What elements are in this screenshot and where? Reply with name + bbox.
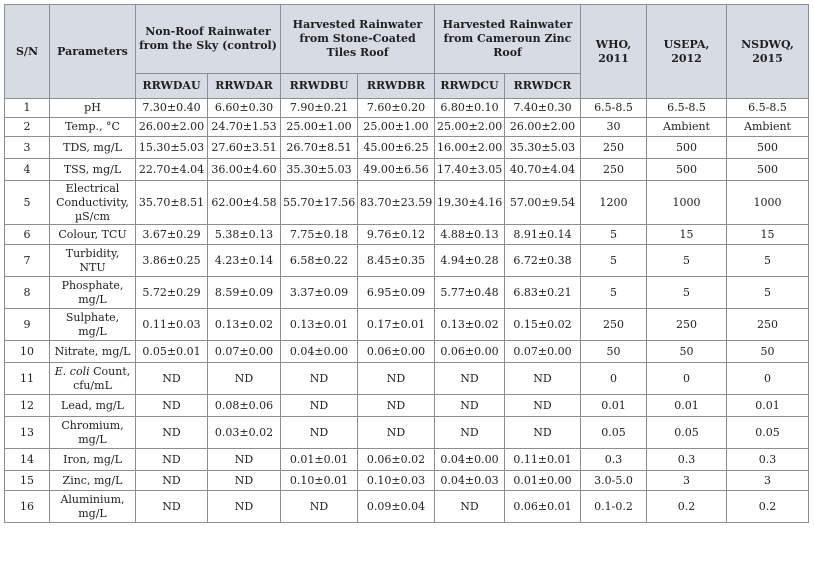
measurement-cell: 6.83±0.21 bbox=[505, 277, 581, 309]
row-parameter: TDS, mg/L bbox=[50, 137, 136, 159]
header-group-stone-coated: Harvested Rainwater from Stone-Coated Tiles Roof bbox=[281, 5, 435, 74]
measurement-cell: 7.40±0.30 bbox=[505, 99, 581, 118]
standard-cell: 0.01 bbox=[727, 395, 809, 417]
standard-cell: 0.05 bbox=[647, 417, 727, 449]
measurement-cell: 0.01±0.00 bbox=[505, 471, 581, 491]
table-row bbox=[5, 491, 809, 523]
standard-cell: 1000 bbox=[727, 181, 809, 225]
header-standard-usepa: USEPA, 2012 bbox=[647, 5, 727, 99]
measurement-cell: 7.60±0.20 bbox=[358, 99, 435, 118]
row-sn: 4 bbox=[5, 159, 50, 181]
measurement-cell: 8.59±0.09 bbox=[208, 277, 281, 309]
row-sn: 16 bbox=[5, 491, 50, 523]
measurement-cell: 7.30±0.40 bbox=[136, 99, 208, 118]
measurement-cell: ND bbox=[136, 491, 208, 523]
standard-cell: Ambient bbox=[647, 118, 727, 137]
measurement-cell: 35.30±5.03 bbox=[281, 159, 358, 181]
row-parameter: Nitrate, mg/L bbox=[50, 341, 136, 363]
standard-cell: 0.2 bbox=[647, 491, 727, 523]
standard-cell: 0.05 bbox=[727, 417, 809, 449]
subcol-header: RRWDAU bbox=[136, 74, 208, 99]
row-parameter: Temp., °C bbox=[50, 118, 136, 137]
row-sn: 5 bbox=[5, 181, 50, 225]
subcol-header: RRWDCR bbox=[505, 74, 581, 99]
measurement-cell: 35.70±8.51 bbox=[136, 181, 208, 225]
measurement-cell: 0.13±0.01 bbox=[281, 309, 358, 341]
row-parameter: Iron, mg/L bbox=[50, 449, 136, 471]
measurement-cell: 6.60±0.30 bbox=[208, 99, 281, 118]
water-quality-table bbox=[4, 4, 809, 523]
row-sn: 12 bbox=[5, 395, 50, 417]
measurement-cell: 3.37±0.09 bbox=[281, 277, 358, 309]
standard-cell: 0 bbox=[727, 363, 809, 395]
measurement-cell: ND bbox=[208, 471, 281, 491]
standard-cell: 5 bbox=[581, 277, 647, 309]
standard-cell: 500 bbox=[727, 159, 809, 181]
measurement-cell: 0.04±0.00 bbox=[435, 449, 505, 471]
standard-cell: 5 bbox=[727, 245, 809, 277]
measurement-cell: 15.30±5.03 bbox=[136, 137, 208, 159]
measurement-cell: 62.00±4.58 bbox=[208, 181, 281, 225]
measurement-cell: 0.04±0.03 bbox=[435, 471, 505, 491]
measurement-cell: 0.07±0.00 bbox=[208, 341, 281, 363]
measurement-cell: 0.13±0.02 bbox=[435, 309, 505, 341]
measurement-cell: 0.06±0.00 bbox=[358, 341, 435, 363]
standard-cell: Ambient bbox=[727, 118, 809, 137]
measurement-cell: 7.90±0.21 bbox=[281, 99, 358, 118]
measurement-cell: 83.70±23.59 bbox=[358, 181, 435, 225]
header-sn: S/N bbox=[5, 5, 50, 99]
standard-cell: 1000 bbox=[647, 181, 727, 225]
measurement-cell: ND bbox=[435, 363, 505, 395]
subcol-header: RRWDBU bbox=[281, 74, 358, 99]
standard-cell: 500 bbox=[647, 159, 727, 181]
table-row bbox=[5, 309, 809, 341]
standard-cell: 3 bbox=[647, 471, 727, 491]
row-sn: 3 bbox=[5, 137, 50, 159]
table-row bbox=[5, 245, 809, 277]
standard-cell: 50 bbox=[581, 341, 647, 363]
row-parameter: TSS, mg/L bbox=[50, 159, 136, 181]
measurement-cell: 0.09±0.04 bbox=[358, 491, 435, 523]
row-sn: 15 bbox=[5, 471, 50, 491]
measurement-cell: ND bbox=[281, 417, 358, 449]
measurement-cell: 0.04±0.00 bbox=[281, 341, 358, 363]
standard-cell: 5 bbox=[581, 245, 647, 277]
standard-cell: 0.2 bbox=[727, 491, 809, 523]
measurement-cell: ND bbox=[435, 395, 505, 417]
row-parameter: Sulphate, mg/L bbox=[50, 309, 136, 341]
table-body bbox=[5, 99, 809, 523]
table-row bbox=[5, 341, 809, 363]
table-row bbox=[5, 137, 809, 159]
standard-cell: 250 bbox=[727, 309, 809, 341]
row-sn: 2 bbox=[5, 118, 50, 137]
table-row bbox=[5, 225, 809, 245]
measurement-cell: 17.40±3.05 bbox=[435, 159, 505, 181]
row-parameter: Turbidity, NTU bbox=[50, 245, 136, 277]
standard-cell: 30 bbox=[581, 118, 647, 137]
measurement-cell: ND bbox=[136, 471, 208, 491]
standard-cell: 0.05 bbox=[581, 417, 647, 449]
measurement-cell: 4.88±0.13 bbox=[435, 225, 505, 245]
standard-cell: 500 bbox=[647, 137, 727, 159]
measurement-cell: ND bbox=[208, 449, 281, 471]
parameter-italic: E. coli bbox=[54, 364, 90, 378]
measurement-cell: ND bbox=[358, 395, 435, 417]
standard-cell: 3.0-5.0 bbox=[581, 471, 647, 491]
measurement-cell: 0.13±0.02 bbox=[208, 309, 281, 341]
table-row bbox=[5, 363, 809, 395]
measurement-cell: 0.07±0.00 bbox=[505, 341, 581, 363]
standard-cell: 0.1-0.2 bbox=[581, 491, 647, 523]
measurement-cell: ND bbox=[435, 491, 505, 523]
measurement-cell: 0.06±0.02 bbox=[358, 449, 435, 471]
measurement-cell: 25.00±1.00 bbox=[358, 118, 435, 137]
header-group-zinc: Harvested Rainwater from Cameroun Zinc Roof bbox=[435, 5, 581, 74]
row-parameter: Phosphate, mg/L bbox=[50, 277, 136, 309]
measurement-cell: 25.00±2.00 bbox=[435, 118, 505, 137]
row-parameter: Aluminium, mg/L bbox=[50, 491, 136, 523]
standard-cell: 0.01 bbox=[647, 395, 727, 417]
standard-cell: 3 bbox=[727, 471, 809, 491]
standard-cell: 0.3 bbox=[581, 449, 647, 471]
row-parameter: pH bbox=[50, 99, 136, 118]
standard-cell: 5 bbox=[727, 277, 809, 309]
measurement-cell: 8.91±0.14 bbox=[505, 225, 581, 245]
measurement-cell: 26.00±2.00 bbox=[505, 118, 581, 137]
measurement-cell: ND bbox=[358, 363, 435, 395]
measurement-cell: 24.70±1.53 bbox=[208, 118, 281, 137]
standard-cell: 50 bbox=[727, 341, 809, 363]
measurement-cell: 26.70±8.51 bbox=[281, 137, 358, 159]
measurement-cell: ND bbox=[505, 363, 581, 395]
measurement-cell: 0.05±0.01 bbox=[136, 341, 208, 363]
measurement-cell: 5.38±0.13 bbox=[208, 225, 281, 245]
measurement-cell: ND bbox=[136, 417, 208, 449]
table-row bbox=[5, 118, 809, 137]
standard-cell: 500 bbox=[727, 137, 809, 159]
measurement-cell: 49.00±6.56 bbox=[358, 159, 435, 181]
measurement-cell: 0.03±0.02 bbox=[208, 417, 281, 449]
measurement-cell: 3.67±0.29 bbox=[136, 225, 208, 245]
table-row bbox=[5, 181, 809, 225]
measurement-cell: 5.72±0.29 bbox=[136, 277, 208, 309]
measurement-cell: 40.70±4.04 bbox=[505, 159, 581, 181]
measurement-cell: 27.60±3.51 bbox=[208, 137, 281, 159]
measurement-cell: 36.00±4.60 bbox=[208, 159, 281, 181]
row-sn: 6 bbox=[5, 225, 50, 245]
standard-cell: 0 bbox=[581, 363, 647, 395]
measurement-cell: 7.75±0.18 bbox=[281, 225, 358, 245]
measurement-cell: ND bbox=[136, 363, 208, 395]
measurement-cell: 8.45±0.35 bbox=[358, 245, 435, 277]
measurement-cell: 0.06±0.01 bbox=[505, 491, 581, 523]
standard-cell: 0 bbox=[647, 363, 727, 395]
standard-cell: 250 bbox=[647, 309, 727, 341]
row-sn: 11 bbox=[5, 363, 50, 395]
standard-cell: 250 bbox=[581, 309, 647, 341]
row-sn: 10 bbox=[5, 341, 50, 363]
table-row bbox=[5, 471, 809, 491]
measurement-cell: 55.70±17.56 bbox=[281, 181, 358, 225]
measurement-cell: ND bbox=[281, 363, 358, 395]
measurement-cell: ND bbox=[505, 417, 581, 449]
header-group-control: Non-Roof Rainwater from the Sky (control) bbox=[136, 5, 281, 74]
measurement-cell: 0.08±0.06 bbox=[208, 395, 281, 417]
measurement-cell: ND bbox=[136, 449, 208, 471]
measurement-cell: 6.72±0.38 bbox=[505, 245, 581, 277]
row-sn: 7 bbox=[5, 245, 50, 277]
measurement-cell: ND bbox=[281, 491, 358, 523]
measurement-cell: 0.11±0.01 bbox=[505, 449, 581, 471]
subcol-header: RRWDAR bbox=[208, 74, 281, 99]
standard-cell: 5 bbox=[647, 245, 727, 277]
header-row-groups bbox=[5, 5, 809, 74]
row-sn: 13 bbox=[5, 417, 50, 449]
standard-cell: 5 bbox=[581, 225, 647, 245]
row-parameter: Colour, TCU bbox=[50, 225, 136, 245]
header-standard-nsdwq: NSDWQ, 2015 bbox=[727, 5, 809, 99]
row-sn: 14 bbox=[5, 449, 50, 471]
standard-cell: 15 bbox=[727, 225, 809, 245]
subcol-header: RRWDBR bbox=[358, 74, 435, 99]
measurement-cell: 0.11±0.03 bbox=[136, 309, 208, 341]
row-parameter: Zinc, mg/L bbox=[50, 471, 136, 491]
row-parameter: Lead, mg/L bbox=[50, 395, 136, 417]
table-container bbox=[4, 4, 809, 523]
measurement-cell: 25.00±1.00 bbox=[281, 118, 358, 137]
measurement-cell: 26.00±2.00 bbox=[136, 118, 208, 137]
measurement-cell: 3.86±0.25 bbox=[136, 245, 208, 277]
measurement-cell: 45.00±6.25 bbox=[358, 137, 435, 159]
standard-cell: 6.5-8.5 bbox=[581, 99, 647, 118]
standard-cell: 6.5-8.5 bbox=[727, 99, 809, 118]
measurement-cell: 6.95±0.09 bbox=[358, 277, 435, 309]
measurement-cell: 0.15±0.02 bbox=[505, 309, 581, 341]
measurement-cell: 35.30±5.03 bbox=[505, 137, 581, 159]
measurement-cell: ND bbox=[208, 491, 281, 523]
measurement-cell: 4.23±0.14 bbox=[208, 245, 281, 277]
standard-cell: 0.01 bbox=[581, 395, 647, 417]
measurement-cell: 6.58±0.22 bbox=[281, 245, 358, 277]
measurement-cell: ND bbox=[136, 395, 208, 417]
standard-cell: 6.5-8.5 bbox=[647, 99, 727, 118]
measurement-cell: 0.17±0.01 bbox=[358, 309, 435, 341]
table-row bbox=[5, 277, 809, 309]
measurement-cell: ND bbox=[435, 417, 505, 449]
measurement-cell: ND bbox=[505, 395, 581, 417]
measurement-cell: 16.00±2.00 bbox=[435, 137, 505, 159]
table-row bbox=[5, 417, 809, 449]
measurement-cell: ND bbox=[208, 363, 281, 395]
measurement-cell: 0.06±0.00 bbox=[435, 341, 505, 363]
row-parameter: Chromium, mg/L bbox=[50, 417, 136, 449]
measurement-cell: 9.76±0.12 bbox=[358, 225, 435, 245]
row-sn: 1 bbox=[5, 99, 50, 118]
measurement-cell: 57.00±9.54 bbox=[505, 181, 581, 225]
standard-cell: 15 bbox=[647, 225, 727, 245]
row-sn: 9 bbox=[5, 309, 50, 341]
table-row bbox=[5, 449, 809, 471]
standard-cell: 0.3 bbox=[727, 449, 809, 471]
table-row bbox=[5, 395, 809, 417]
measurement-cell: ND bbox=[281, 395, 358, 417]
row-parameter: Electrical Conductivity, µS/cm bbox=[50, 181, 136, 225]
table-row bbox=[5, 99, 809, 118]
header-parameters: Parameters bbox=[50, 5, 136, 99]
measurement-cell: 4.94±0.28 bbox=[435, 245, 505, 277]
standard-cell: 250 bbox=[581, 137, 647, 159]
measurement-cell: 0.01±0.01 bbox=[281, 449, 358, 471]
row-parameter bbox=[50, 363, 136, 395]
measurement-cell: 0.10±0.01 bbox=[281, 471, 358, 491]
row-sn: 8 bbox=[5, 277, 50, 309]
header-standard-who: WHO, 2011 bbox=[581, 5, 647, 99]
measurement-cell: 0.10±0.03 bbox=[358, 471, 435, 491]
standard-cell: 250 bbox=[581, 159, 647, 181]
subcol-header: RRWDCU bbox=[435, 74, 505, 99]
measurement-cell: 22.70±4.04 bbox=[136, 159, 208, 181]
standard-cell: 0.3 bbox=[647, 449, 727, 471]
parameter-text: Count, cfu/mL bbox=[73, 364, 131, 392]
standard-cell: 5 bbox=[647, 277, 727, 309]
measurement-cell: 6.80±0.10 bbox=[435, 99, 505, 118]
measurement-cell: 19.30±4.16 bbox=[435, 181, 505, 225]
measurement-cell: 5.77±0.48 bbox=[435, 277, 505, 309]
measurement-cell: ND bbox=[358, 417, 435, 449]
standard-cell: 50 bbox=[647, 341, 727, 363]
table-row bbox=[5, 159, 809, 181]
standard-cell: 1200 bbox=[581, 181, 647, 225]
